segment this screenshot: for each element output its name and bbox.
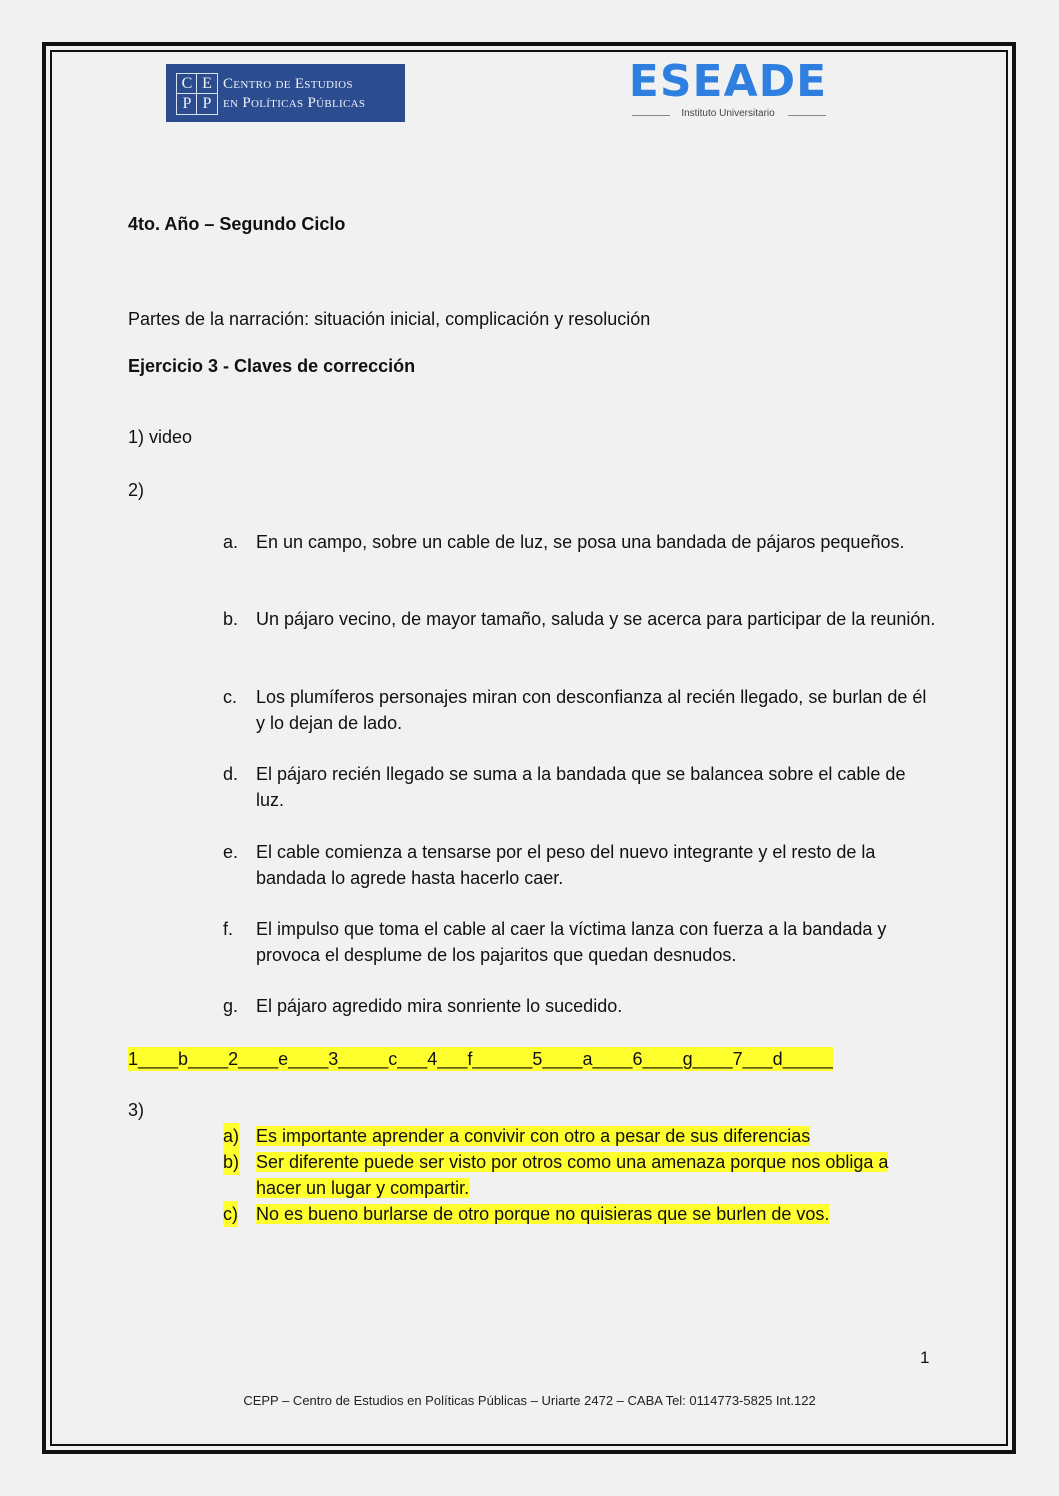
list-item-label: b) xyxy=(223,1149,239,1175)
course-heading: 4to. Año – Segundo Ciclo xyxy=(128,214,346,234)
page-number: 1 xyxy=(920,1348,930,1367)
cepp-logo-grid xyxy=(176,73,218,115)
cepp-name-line2: en Políticas Públicas xyxy=(223,95,366,111)
list-item-text: El cable comienza a tensarse por el peso del nuevo integrante y el resto de la bandada lo agrede hasta hacerlo caer. xyxy=(256,842,876,888)
eseade-logo xyxy=(628,56,828,122)
cepp-letter: E xyxy=(202,75,212,92)
list-item-text: El pájaro agredido mira sonriente lo sucedido. xyxy=(256,996,623,1016)
list-item-label: a. xyxy=(223,532,239,552)
list-item-text: El pájaro recién llegado se suma a la bandada que se balancea sobre el cable de luz. xyxy=(256,764,906,810)
list-item-label: f. xyxy=(223,919,234,939)
list-item-text: Ser diferente puede ser visto por otros como una amenaza porque nos obliga a hacer un lugar y compartir. xyxy=(256,1152,889,1198)
list-item-label: g. xyxy=(223,996,239,1016)
exercise-title: Ejercicio 3 - Claves de corrección xyxy=(128,356,416,376)
cepp-letter: P xyxy=(202,95,212,112)
list-item-text: No es bueno burlarse de otro porque no quisieras que se burlen de vos. xyxy=(256,1204,830,1224)
list-item-text: El impulso que toma el cable al caer la víctima lanza con fuerza a la bandada y provoca el desplume de los pajaritos que quedan desnudos. xyxy=(256,919,887,965)
list-item-text: En un campo, sobre un cable de luz, se posa una bandada de pájaros pequeños. xyxy=(256,532,905,552)
cepp-name-line1: Centro de Estudios xyxy=(223,76,353,92)
list-item-text: Es importante aprender a convivir con otro a pesar de sus diferencias xyxy=(256,1126,811,1146)
list-item-label: c) xyxy=(223,1201,238,1227)
list-item-label: e. xyxy=(223,842,239,862)
list-item-label: c. xyxy=(223,687,238,707)
list-item-label: a) xyxy=(223,1123,239,1149)
question-3-label: 3) xyxy=(128,1100,145,1120)
eseade-subtitle: Instituto Universitario xyxy=(681,108,775,119)
cepp-letter: C xyxy=(181,75,193,92)
question-2-label: 2) xyxy=(128,480,145,500)
list-item-text: Los plumíferos personajes miran con desconfianza al recién llegado, se burlan de él y lo dejan de lado. xyxy=(256,687,927,733)
footer-address: CEPP – Centro de Estudios en Políticas Públicas – Uriarte 2472 – CABA Tel: 0114773-5825 Int.122 xyxy=(243,1393,816,1408)
cepp-logo xyxy=(166,64,405,122)
list-item-label: d. xyxy=(223,764,239,784)
answer-key: 1____b____2____e____3_____c___4___f______5____a____6____g____7___d_____ xyxy=(128,1049,833,1069)
cepp-letter: P xyxy=(182,95,192,112)
list-item-label: b. xyxy=(223,609,239,629)
cepp-logo-name xyxy=(223,75,365,113)
question-1: 1) video xyxy=(128,427,193,447)
list-item-text: Un pájaro vecino, de mayor tamaño, saluda y se acerca para participar de la reunión. xyxy=(256,609,936,629)
page-border-inner xyxy=(50,50,1008,1446)
eseade-rule-right xyxy=(788,115,826,116)
eseade-wordmark: ESEADE xyxy=(628,56,828,107)
topic-line: Partes de la narración: situación inicial, complicación y resolución xyxy=(128,309,651,329)
